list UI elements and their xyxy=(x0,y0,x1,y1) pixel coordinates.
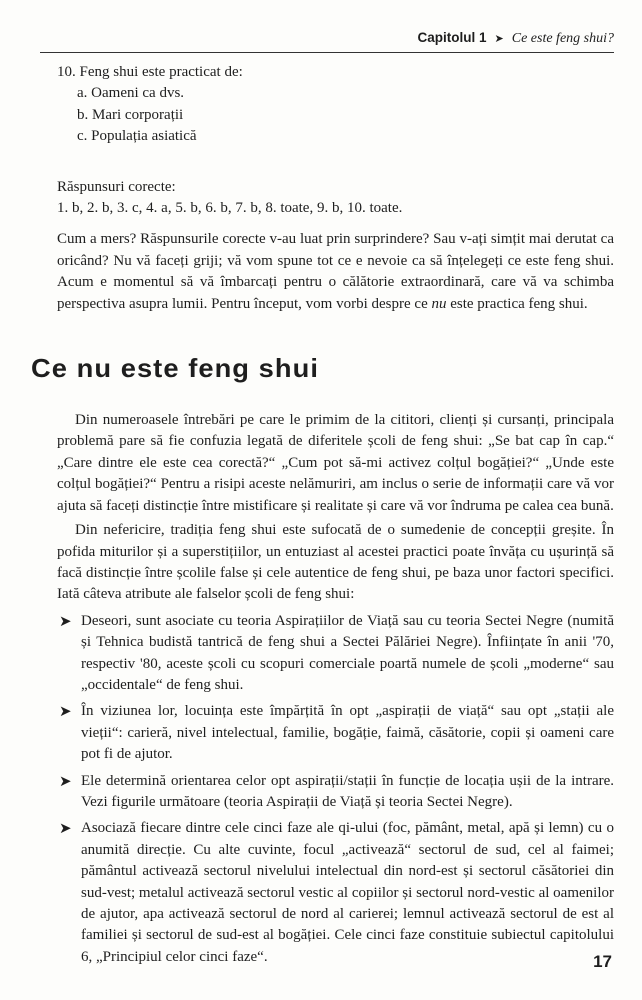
bullet-text-3: Ele determină orientarea celor opt aspirații/stații în funcție de locația ușii de la intrare. Vezi figurile următoare (teoria Aspirații de Viață și teoria Sectei Negre). xyxy=(81,772,614,810)
quiz-option-b: b. Mari corporații xyxy=(77,106,184,123)
intro-text-1: Cum a mers? Răspunsurile corecte v-au luat prin surprindere? Sau v-ați simțit mai derutat ca oricând? Nu vă faceți griji; vă vom spune tot ce e nevoie ca să înțelegeți ce este feng shui. Acum e momentul să vă îmbarcați pentru o călătorie extraordinară, care vă va schimba perspectiva asupra lumii. Pentru început, vom vorbi despre ce xyxy=(57,231,614,312)
bullet-list xyxy=(57,611,614,969)
quiz-option-c: c. Populația asiatică xyxy=(77,128,197,145)
intro-text-2: este practica feng shui. xyxy=(446,295,588,312)
intro-emphasis: nu xyxy=(431,295,447,312)
running-header xyxy=(418,30,615,47)
section-heading: Ce nu este feng shui xyxy=(31,353,319,384)
quiz-option-a: a. Oameni ca dvs. xyxy=(77,85,185,102)
answers-label: Răspunsuri corecte: xyxy=(57,178,176,195)
bullet-arrow-icon: ➤ xyxy=(59,613,72,630)
bullet-item-1 xyxy=(57,611,614,697)
page-body xyxy=(31,62,614,968)
section-paragraph-1: Din numeroasele întrebări pe care le primim de la cititori, clienți și cursanți, principala problemă pare să fie confuzia legată de diferitele școli de feng shui: „Se bat cap în cap.“ „Care dintre ele este cea corectă?“ „Cum pot să-mi activez colțul bogăției?“ „Unde este colțul bogăției?“ Pentru a risipi aceste nelămuriri, am inclus o serie de informații care vă vor ajuta să faceți distincție între mistificare și realitate și care vă vor îndruma pe calea cea bună. xyxy=(57,412,614,514)
answers-list: 1. b, 2. b, 3. c, 4. a, 5. b, 6. b, 7. b, 8. toate, 9. b, 10. toate. xyxy=(57,200,403,217)
quiz-question: 10. Feng shui este practicat de: xyxy=(57,64,243,80)
answers-block xyxy=(57,177,614,220)
arrow-icon: ➤ xyxy=(494,33,504,45)
bullet-item-3 xyxy=(57,771,614,814)
bullet-arrow-icon: ➤ xyxy=(59,704,72,721)
page-number: 17 xyxy=(593,952,612,971)
chapter-label: Capitolul 1 xyxy=(417,30,487,45)
bullet-arrow-icon: ➤ xyxy=(59,773,72,790)
chapter-title: Ce este feng shui? xyxy=(511,31,614,46)
intro-paragraph xyxy=(57,229,614,315)
bullet-arrow-icon: ➤ xyxy=(59,821,72,838)
bullet-text-2: În viziunea lor, locuința este împărțită în opt „aspirații de viață“ sau opt „stații ale vieții“: carieră, nivel intelectual, familie, bogăție, faimă, căsătorie, copii și oameni care pot fi de ajutor. xyxy=(81,703,614,763)
bullet-text-4: Asociază fiecare dintre cele cinci faze ale qi-ului (foc, pământ, metal, apă și lemn) cu o anumită direcție. Cu alte cuvinte, focul „activează“ sectorul de sud, cel al faimei; pământul activează sectorul nivelului intelectual din nord-est și sectorul căsătoriei din sud-vest; metalul activează sectorul vestic al copiilor și sectorul nord-vestic al oamenilor de ajutor, apa activează sectorul de nord al carierei; lemnul activează sectorul de est al familiei și sectorul de sud-est al bogăției. Cele cinci faze constituie subiectul capitolului 6, „Principiul celor cinci faze“. xyxy=(81,820,614,965)
bullet-item-2 xyxy=(57,701,614,765)
bullet-text-1: Deseori, sunt asociate cu teoria Aspirațiilor de Viață sau cu teoria Sectei Negre (numită și Tehnica budistă tantrică de feng shui a Sectei Pălăriei Negre). Înființate în anii '70, respectiv '80, aceste școli cu scopuri comerciale poartă numele de școli „moderne“ sau „occidentale“ de feng shui. xyxy=(81,612,614,693)
bullet-item-4 xyxy=(57,818,614,968)
section-paragraph-2: Din nefericire, tradiția feng shui este sufocată de o sumedenie de concepții greșite. În pofida miturilor și a superstițiilor, un entuziast al acestei practici poate învăța cu ușurință să facă distincție între școlile false și cele autentice de feng shui, pe baza unor factori specifici. Iată câteva atribute ale falselor școli de feng shui: xyxy=(57,522,614,603)
header-rule xyxy=(40,52,614,53)
quiz-options xyxy=(77,83,614,147)
